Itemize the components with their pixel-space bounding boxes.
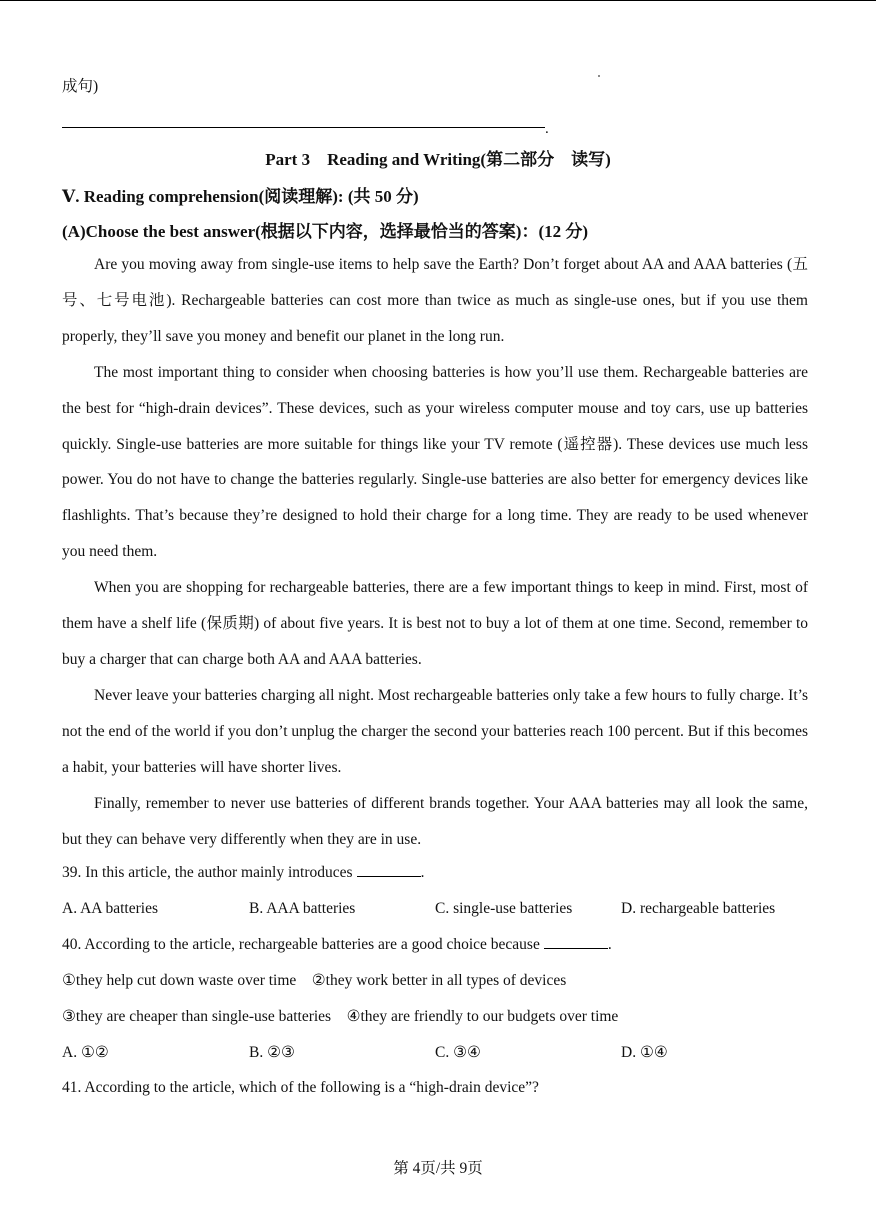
q39-option-a: A. AA batteries — [62, 900, 158, 917]
question-39-end: . — [420, 864, 425, 881]
q40-option-b: B. ②③ — [249, 1044, 295, 1061]
section-title: Ⅴ. Reading comprehension(阅读理解): (共 50 分) — [62, 187, 419, 206]
q40-statements-1: ①they help cut down waste over time ②they work better in all types of devices — [62, 972, 567, 989]
question-40-stem: 40. According to the article, rechargeable batteries are a good choice because — [62, 936, 540, 953]
passage-paragraph-3: When you are shopping for rechargeable batteries, there are a few important things to keep in mind. First, most of them have a shelf life (保质期) of about five years. It is best not to buy a lot of them at one time. Second, remember to buy a charger that can charge both AA and AAA batteries. — [62, 579, 808, 668]
reading-passage — [62, 247, 808, 857]
part-title: Part 3 Reading and Writing(第二部分 读写) — [265, 150, 611, 169]
q40-option-d: D. ①④ — [621, 1044, 668, 1061]
page-footer: 第 4页/共 9页 — [393, 1160, 483, 1177]
q39-option-c: C. single-use batteries — [435, 900, 573, 917]
q40-option-c: C. ③④ — [435, 1044, 481, 1061]
previous-question-continuation: 成句) — [62, 78, 99, 95]
passage-paragraph-5: Finally, remember to never use batteries of different brands together. Your AAA batteries may all look the same, but they can behave very differently when they are in use. — [62, 794, 808, 848]
passage-paragraph-2: The most important thing to consider when choosing batteries is how you’ll use them. Rechargeable batteries are the best for “high-drain devices”. These devices, such as your wireless computer mouse and toy cars, use up batteries quickly. Single-use batteries are more suitable for things like your TV remote (遥控器). These devices use much less power. You do not have to change the batteries regularly. Single-use batteries are also better for emergency devices like flashlights. That’s because they’re designed to hold their charge for a long time. They are ready to be used whenever you need them. — [62, 363, 808, 561]
q40-statements-2: ③they are cheaper than single-use batteries ④they are friendly to our budgets over time — [62, 1008, 619, 1025]
question-39 — [62, 864, 424, 882]
answer-blank — [544, 936, 608, 949]
q39-option-d: D. rechargeable batteries — [621, 900, 776, 917]
top-border — [0, 0, 876, 1]
q39-option-b: B. AAA batteries — [249, 900, 356, 917]
passage-paragraph-1: Are you moving away from single-use items to help save the Earth? Don’t forget about AA and AAA batteries (五号、七号电池). Rechargeable batteries can cost more than twice as much as single-use ones, but if you use them properly, they’ll save you money and benefit our planet in the long run. — [62, 256, 808, 345]
passage-paragraph-4: Never leave your batteries charging all night. Most rechargeable batteries only take a few hours to fully charge. It’s not the end of the world if you don’t unplug the charger the second your batteries reach 100 percent. But if this becomes a habit, your batteries will have shorter lives. — [62, 686, 808, 776]
q40-option-a: A. ①② — [62, 1044, 109, 1061]
scan-dot — [598, 75, 600, 77]
question-40-end: . — [607, 936, 612, 953]
answer-line — [62, 127, 545, 128]
question-39-stem: 39. In this article, the author mainly introduces — [62, 864, 353, 881]
question-41: 41. According to the article, which of the following is a “high-drain device”? — [62, 1079, 539, 1096]
answer-line-end: . — [545, 121, 549, 137]
question-40 — [62, 936, 612, 954]
section-subtitle: (A)Choose the best answer(根据以下内容，选择最恰当的答案)：(12 分) — [62, 222, 589, 241]
answer-blank — [357, 864, 421, 877]
